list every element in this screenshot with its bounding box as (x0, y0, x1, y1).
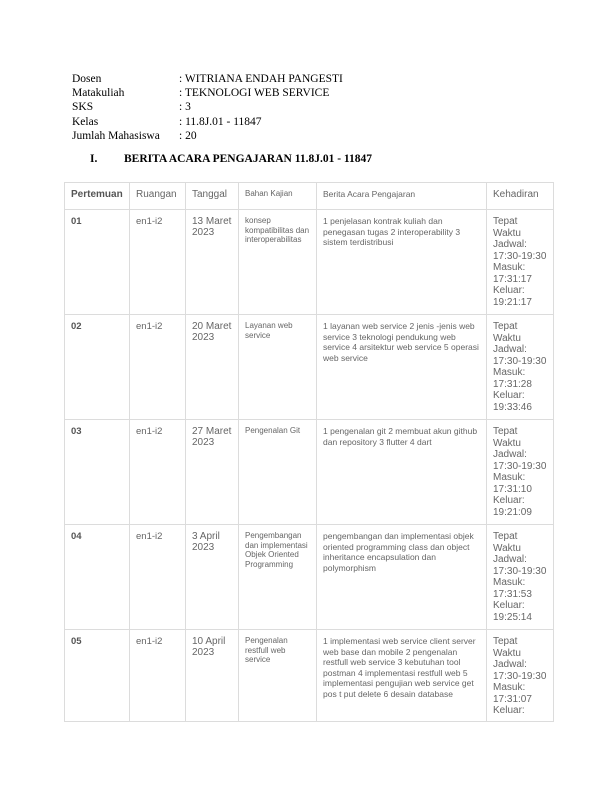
jumlah-mahasiswa-label: Jumlah Mahasiswa (72, 129, 160, 142)
cell-bahan-kajian: Pengembangan dan implementasi Objek Oriented Programming (239, 525, 317, 630)
cell-berita-acara: 1 implementasi web service client server web base dan mobile 2 pengenalan restfull web service 3 kebutuhan tool postman 4 implementasi restfull web 5 implementasi pengujian web service get pos t put delete 6 desain database (317, 630, 487, 722)
cell-tanggal: 27 Maret 2023 (186, 420, 239, 525)
cell-pertemuan: 02 (65, 315, 130, 420)
cell-ruangan: en1-i2 (130, 210, 186, 315)
info-row-dosen (72, 72, 343, 86)
cell-bahan-kajian: Pengenalan Git (239, 420, 317, 525)
cell-tanggal: 13 Maret 2023 (186, 210, 239, 315)
cell-tanggal: 20 Maret 2023 (186, 315, 239, 420)
cell-kehadiran: Tepat Waktu Jadwal: 17:30-19:30 Masuk: 17:31:28 Keluar: 19:33:46 (487, 315, 554, 420)
cell-kehadiran: Tepat Waktu Jadwal: 17:30-19:30 Masuk: 17:31:17 Keluar: 19:21:17 (487, 210, 554, 315)
cell-berita-acara: 1 penjelasan kontrak kuliah dan penegasan tugas 2 interoperability 3 sistem terdistribusi (317, 210, 487, 315)
cell-bahan-kajian: konsep kompatibilitas dan interoperabilitas (239, 210, 317, 315)
cell-tanggal: 10 April 2023 (186, 630, 239, 722)
cell-kehadiran: Tepat Waktu Jadwal: 17:30-19:30 Masuk: 17:31:53 Keluar: 19:25:14 (487, 525, 554, 630)
dosen-label: Dosen (72, 73, 102, 85)
cell-bahan-kajian: Layanan web service (239, 315, 317, 420)
cell-ruangan: en1-i2 (130, 525, 186, 630)
cell-ruangan: en1-i2 (130, 420, 186, 525)
cell-pertemuan: 05 (65, 630, 130, 722)
cell-bahan-kajian: Pengenalan restfull web service (239, 630, 317, 722)
sks-label: SKS (72, 101, 94, 114)
dosen-value: : WITRIANA ENDAH PANGESTI (179, 73, 343, 85)
header-kehadiran: Kehadiran (487, 183, 554, 210)
section-number: I. (90, 153, 98, 165)
sks-value: : 3 (179, 101, 191, 114)
table-header-row (65, 183, 554, 210)
header-tanggal: Tanggal (186, 183, 239, 210)
info-row-kelas (72, 115, 343, 129)
teaching-log-table (64, 182, 554, 722)
header-berita-acara: Berita Acara Pengajaran (317, 183, 487, 210)
cell-pertemuan: 03 (65, 420, 130, 525)
cell-berita-acara: 1 layanan web service 2 jenis -jenis web service 3 teknologi pendukung web service 4 arsitektur web service 5 operasi web service (317, 315, 487, 420)
section-title: BERITA ACARA PENGAJARAN 11.8J.01 - 11847 (124, 153, 373, 165)
header-pertemuan: Pertemuan (65, 183, 130, 210)
cell-ruangan: en1-i2 (130, 315, 186, 420)
cell-ruangan: en1-i2 (130, 630, 186, 722)
header-bahan-kajian: Bahan Kajian (239, 183, 317, 210)
table-row (65, 420, 554, 525)
cell-kehadiran: Tepat Waktu Jadwal: 17:30-19:30 Masuk: 17:31:10 Keluar: 19:21:09 (487, 420, 554, 525)
table-row (65, 315, 554, 420)
info-row-matakuliah (72, 86, 343, 100)
section-heading (90, 153, 372, 165)
matakuliah-label: Matakuliah (72, 87, 125, 100)
info-row-sks (72, 100, 343, 114)
header-ruangan: Ruangan (130, 183, 186, 210)
info-row-jumlah-mahasiswa (72, 129, 343, 143)
cell-berita-acara: pengembangan dan implementasi objek oriented programming class dan object inheritance encapsulation dan polymorphism (317, 525, 487, 630)
cell-kehadiran: Tepat Waktu Jadwal: 17:30-19:30 Masuk: 17:31:07 Keluar: (487, 630, 554, 722)
kelas-value: : 11.8J.01 - 11847 (179, 115, 262, 128)
matakuliah-value: : TEKNOLOGI WEB SERVICE (179, 87, 330, 100)
cell-pertemuan: 04 (65, 525, 130, 630)
table-row (65, 525, 554, 630)
table-row (65, 210, 554, 315)
cell-pertemuan: 01 (65, 210, 130, 315)
course-info (72, 72, 343, 143)
jumlah-mahasiswa-value: : 20 (179, 129, 197, 142)
table-row (65, 630, 554, 722)
cell-berita-acara: 1 pengenalan git 2 membuat akun github dan repository 3 flutter 4 dart (317, 420, 487, 525)
cell-tanggal: 3 April 2023 (186, 525, 239, 630)
kelas-label: Kelas (72, 115, 99, 128)
